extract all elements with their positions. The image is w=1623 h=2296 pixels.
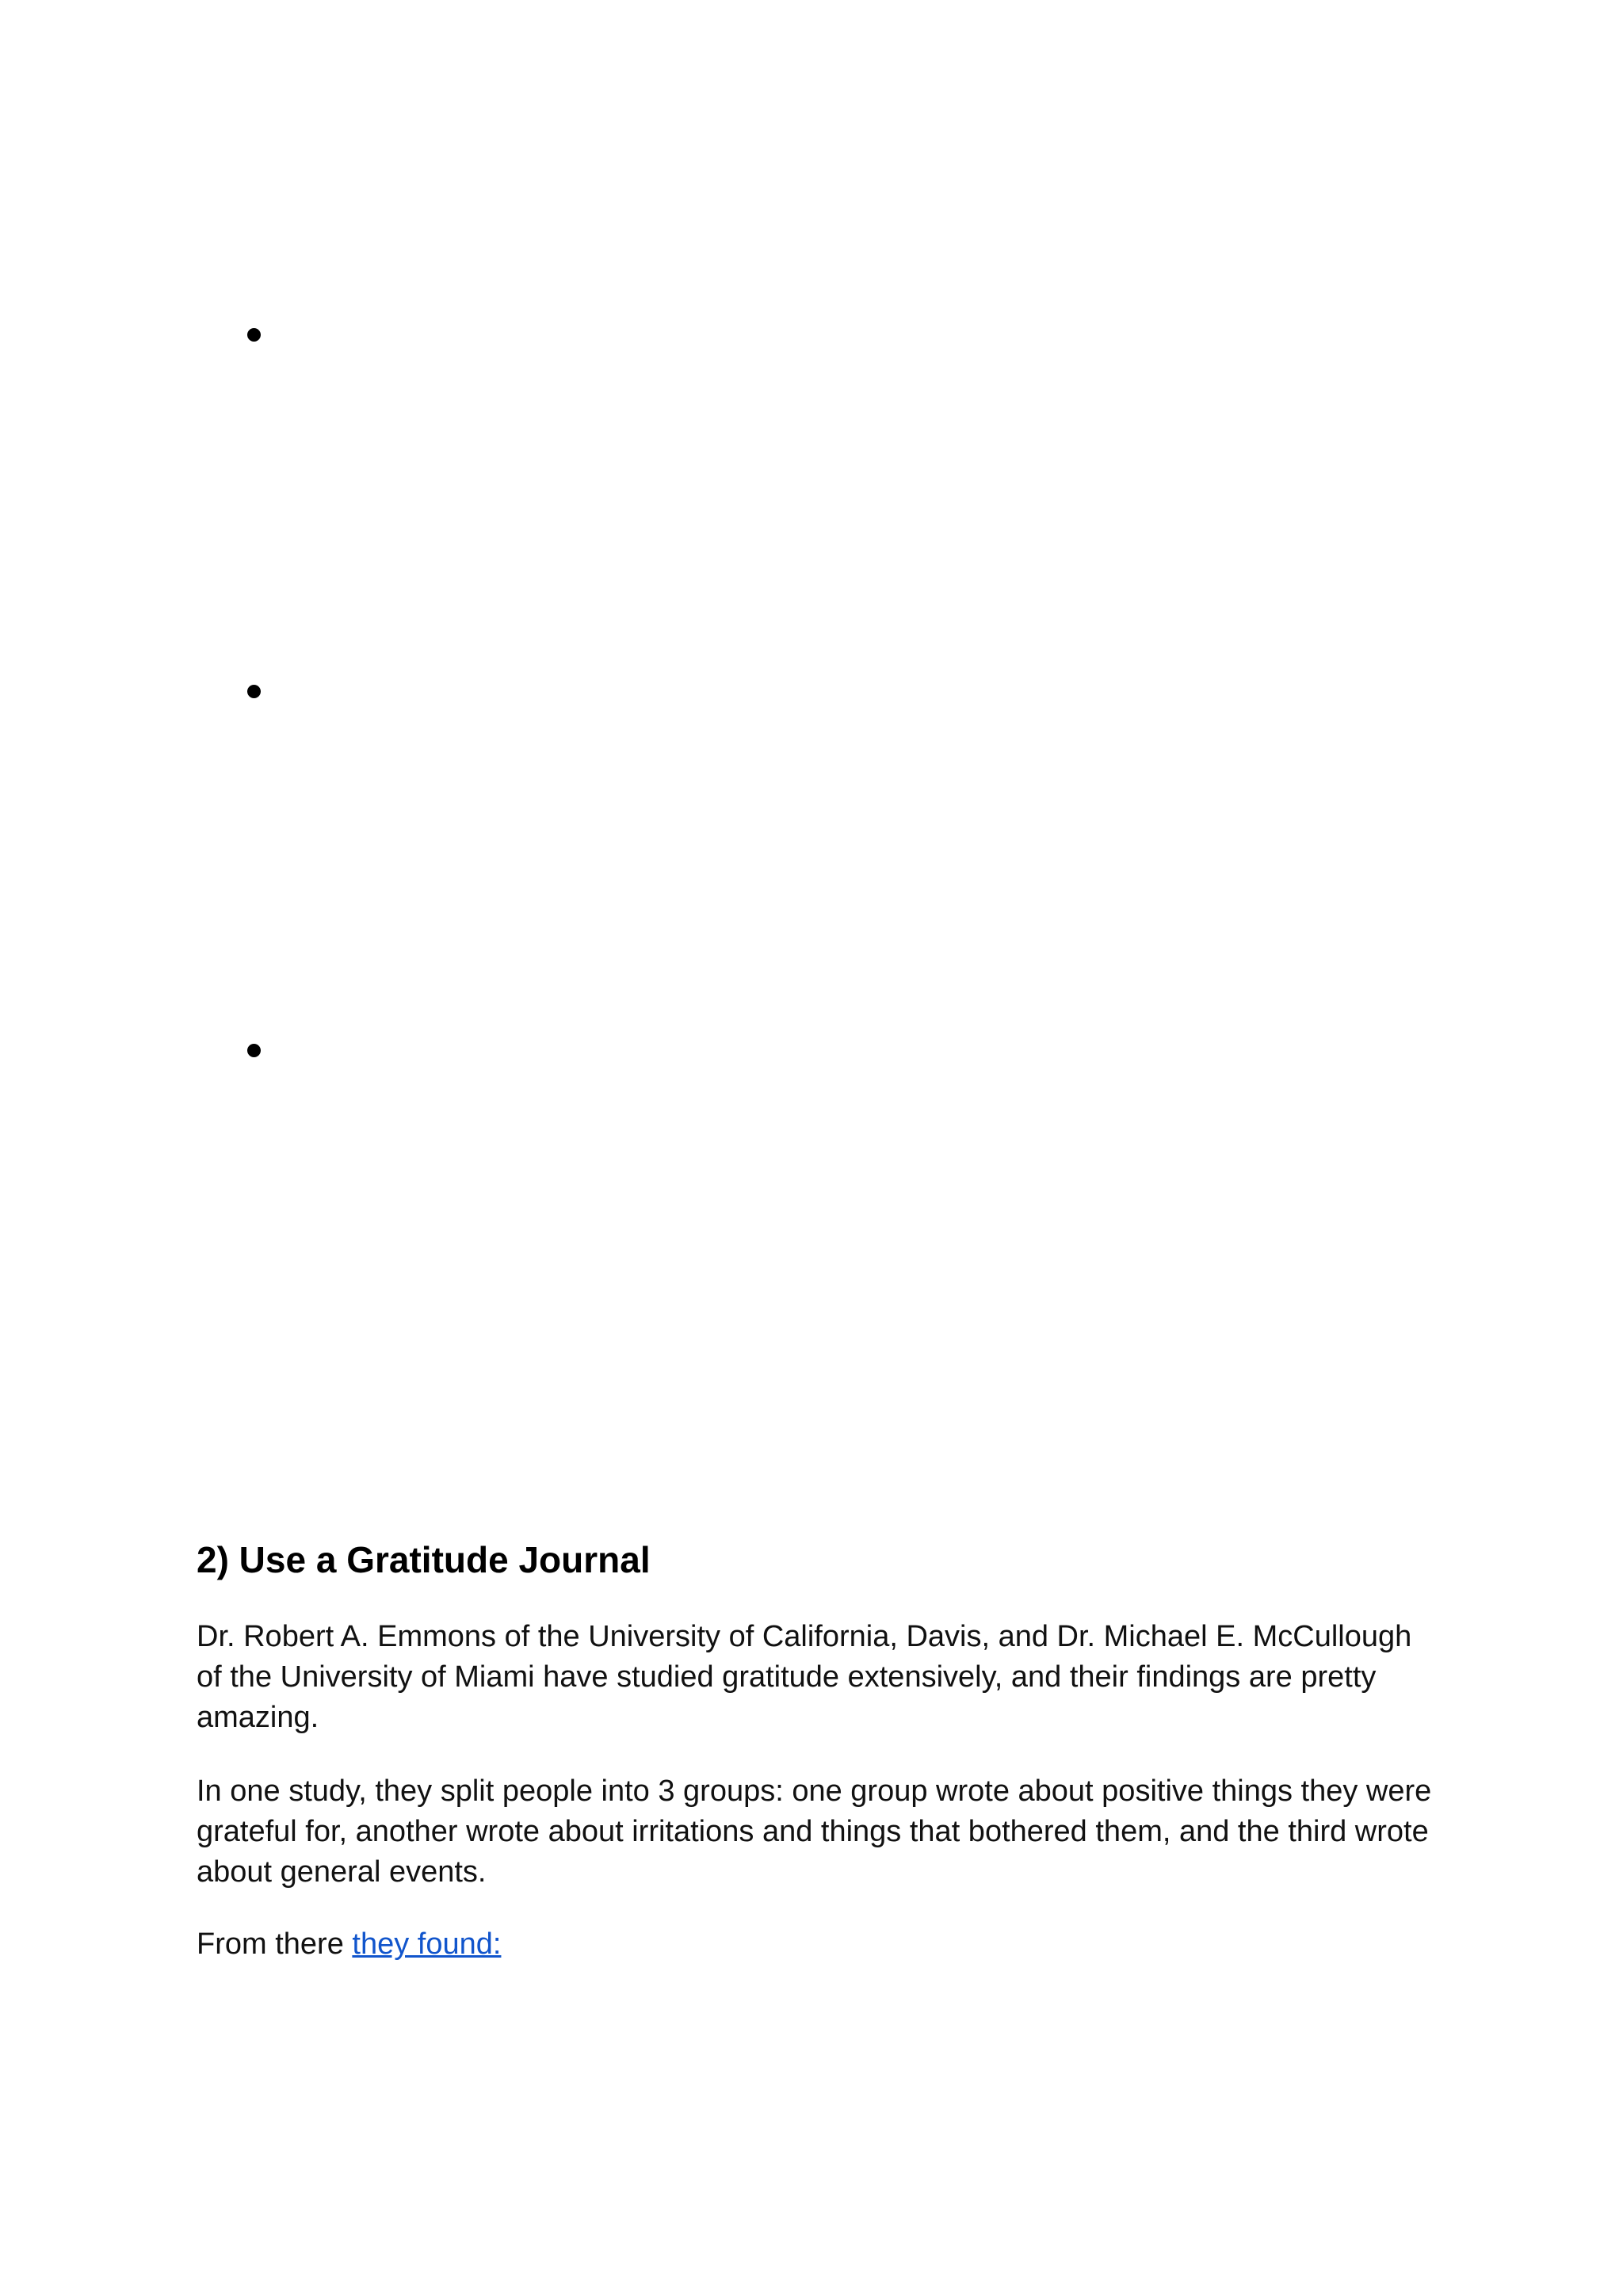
paragraph-findings-prefix: From there <box>197 1927 353 1961</box>
paragraph-study-authors: Dr. Robert A. Emmons of the University of California, Davis, and Dr. Michael E. McCullough of the University of Miami have studied gratitude extensively, and their findings are pretty amazing. <box>197 1620 1412 1734</box>
list-bullet-3 <box>247 1044 261 1057</box>
list-bullet-2 <box>247 685 261 698</box>
paragraph-study-groups: In one study, they split people into 3 groups: one group wrote about positive things they were grateful for, another wrote about irritations and things that bothered them, and the third wrote about general events. <box>197 1775 1432 1889</box>
list-bullet-1 <box>247 328 261 342</box>
section-heading: 2) Use a Gratitude Journal <box>197 1539 651 1580</box>
paragraph-findings <box>197 1924 1433 1965</box>
they-found-link[interactable]: they found: <box>352 1927 502 1961</box>
